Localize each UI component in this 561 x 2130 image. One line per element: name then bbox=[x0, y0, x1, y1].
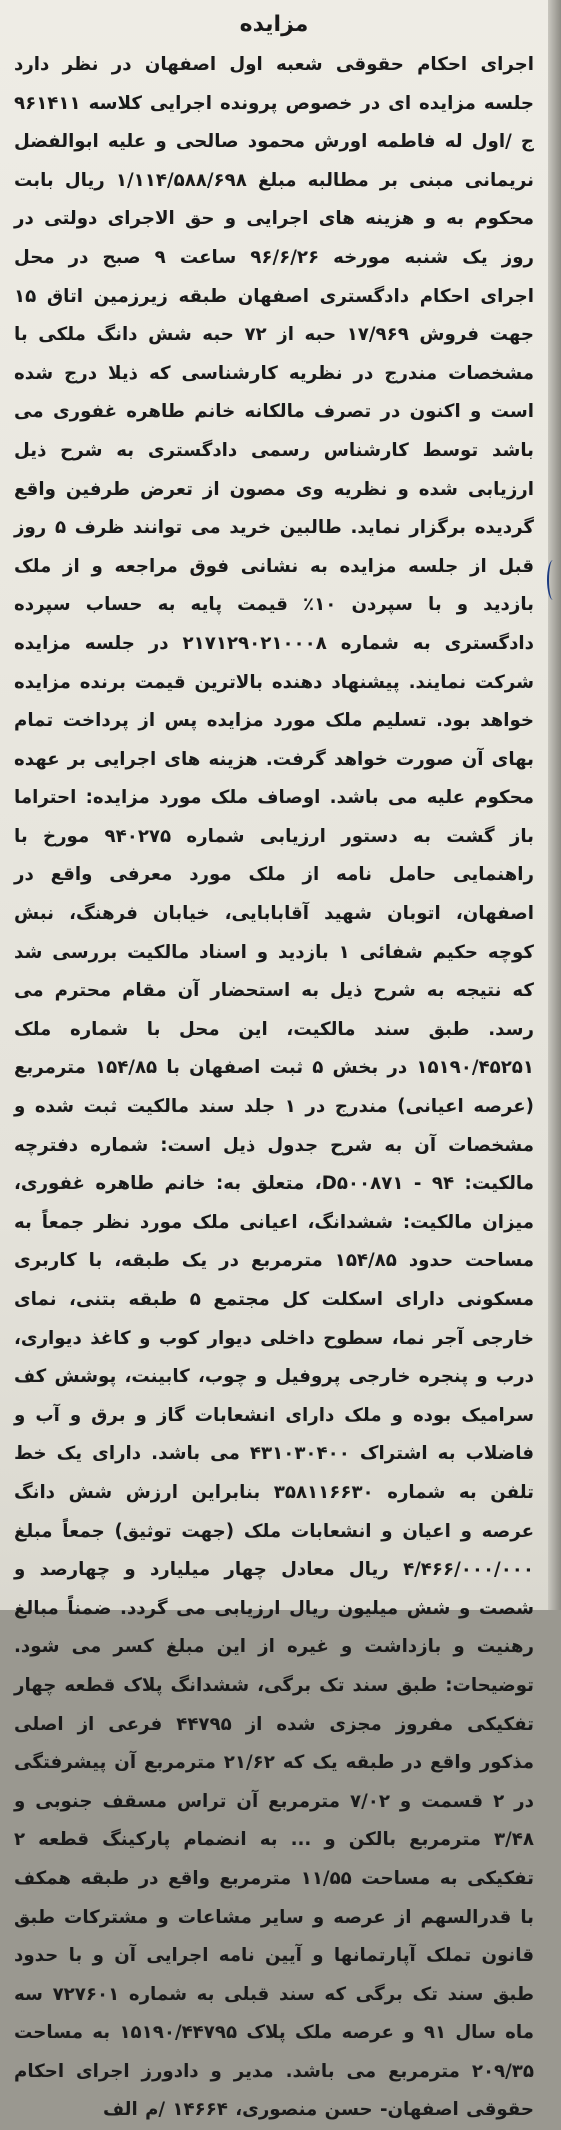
notice-title: مزایده bbox=[239, 12, 309, 37]
page-edge bbox=[548, 0, 561, 1610]
ink-mark bbox=[547, 560, 559, 600]
notice-paragraph-auction-terms: اجرای احکام حقوقی شعبه اول اصفهان در نظر دارد جلسه مزایده ای در خصوص پرونده اجرایی کلاسه ۹۶۱۴۱۱ ج /اول له فاطمه اورش محمود صالحی و علیه ابوالفضل نریمانی مبنی بر مطالبه مبلغ ۱/۱۱۴/۵۸۸/۶۹۸ ریال بابت محکوم به و هزینه های اجرایی و حق الاجرای دولتی در روز یک شنبه مورخه ۹۶/۶/۲۶ ساعت ۹ صبح در محل اجرای احکام دادگستری اصفهان طبقه زیرزمین اتاق ۱۵ جهت فروش ۱۷/۹۶۹ حبه از ۷۲ حبه شش دانگ ملکی با مشخصات مندرج در نظریه کارشناسی که ذیلا درج شده است و اکنون در تصرف مالکانه خانم طاهره غفوری می باشد توسط کارشناس رسمی دادگستری به شرح ذیل ارزیابی شده و نظریه وی مصون از تعرض طرفین واقع گردیده برگزار نماید. طالبین خرید می توانند ظرف ۵ روز قبل از جلسه مزایده به نشانی فوق مراجعه و از ملک بازدید و با سپردن ۱۰٪ قیمت پایه به حساب سپرده دادگستری به شماره ۲۱۷۱۲۹۰۲۱۰۰۰۸ در جلسه مزایده شرکت نمایند. پیشنهاد دهنده بالاترین قیمت برنده مزایده خواهد بود. تسلیم ملک مورد مزایده پس از پرداخت تمام بهای آن صورت خواهد گرفت. هزینه های اجرایی بر عهده محکوم علیه می باشد. bbox=[14, 54, 535, 809]
notice-body bbox=[14, 46, 534, 2130]
notice-paragraph-property-description: اوصاف ملک مورد مزایده: احتراما باز گشت به دستور ارزیابی شماره ۹۴۰۲۷۵ مورخ با راهنمایی حامل نامه از ملک مورد معرفی واقع در اصفهان، اتوبان شهید آقابابایی، خیابان فرهنگ، نبش کوچه حکیم شفائی ۱ بازدید و اسناد مالکیت بررسی شد که نتیجه به شرح ذیل به استحضار آن مقام محترم می رسد. طبق سند مالکیت، این محل با شماره ملک ۱۵۱۹۰/۴۵۲۵۱ در بخش ۵ ثبت اصفهان با ۱۵۴/۸۵ مترمربع (عرصه اعیانی) مندرج در ۱ جلد سند مالکیت ثبت شده و مشخصات آن به شرح جدول ذیل است: شماره دفترچه مالکیت: D۵۰۰۸۷۱ - ۹۴، متعلق به: خانم طاهره غفوری، میزان مالکیت: ششدانگ، اعیانی ملک مورد نظر جمعاً به مساحت حدود ۱۵۴/۸۵ مترمربع در یک طبقه، با کاربری مسکونی دارای اسکلت کل مجتمع ۵ طبقه بتنی، نمای خارجی آجر نما، سطوح داخلی دیوار کوب و کاغذ دیواری، درب و پنجره خارجی پروفیل و چوب، کابینت، پوشش کف سرامیک بوده و ملک دارای انشعابات گاز و برق و آب و فاضلاب به اشتراک ۴۳۱۰۳۰۴۰۰ می باشد. دارای یک خط تلفن به شماره ۳۵۸۱۱۶۶۳۰ بنابراین ارزش شش دانگ عرصه و اعیان و انشعابات ملک (جهت توثیق) جمعاً مبلغ ۴/۴۶۶/۰۰۰/۰۰۰ ریال معادل چهار میلیارد و چهارصد و شصت و شش میلیون ریال ارزیابی می گردد. ضمناً مبالغ رهنیت و بازداشت و غیره از این مبلغ کسر می شود. توضیحات: طبق سند تک برگی، ششدانگ پلاک قطعه چهار تفکیکی مفروز مجزی شده از ۴۴۷۹۵ فرعی از اصلی مذکور واقع در طبقه یک که ۲۱/۶۲ مترمربع آن پیشرفتگی در ۲ قسمت و ۷/۰۲ مترمربع آن تراس مسقف جنوبی و ۳/۴۸ مترمربع بالکن و ... به انضمام پارکینگ قطعه ۲ تفکیکی به مساحت ۱۱/۵۵ مترمربع واقع در طبقه همکف با قدرالسهم از عرصه و سایر مشاعات و مشترکات طبق قانون تملک آپارتمانها و آیین نامه اجرایی آن و با حدود طبق سند تک برگی که سند قبلی به شماره ۷۲۷۶۰۱ سه ماه سال ۹۱ و عرصه ملک پلاک ۱۵۱۹۰/۴۴۷۹۵ به مساحت ۲۰۹/۳۵ مترمربع می باشد. مدیر و دادورز اجرای احکام حقوقی اصفهان- حسن منصوری، ۱۴۶۶۴ /م الف bbox=[14, 787, 535, 2121]
